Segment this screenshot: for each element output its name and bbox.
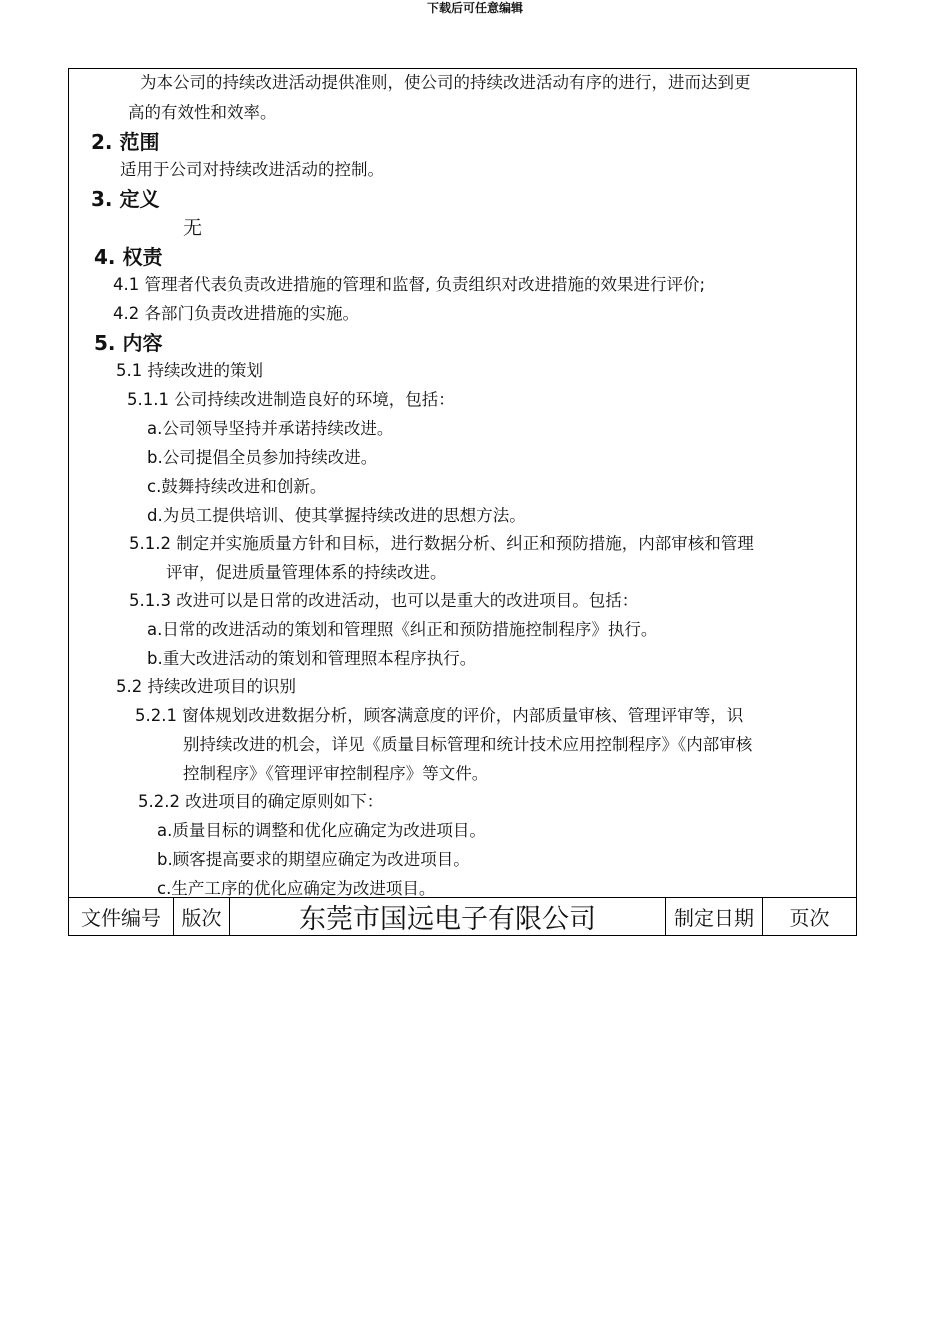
list-item: b.公司提倡全员参加持续改进。 — [147, 448, 378, 467]
version-label: 版次 — [174, 898, 230, 935]
page-label: 页次 — [789, 906, 830, 930]
footer-table — [69, 897, 856, 935]
section-5-2-1-line-2: 别持续改进的机会，详见《质量目标管理和统计技术应用控制程序》《内部审核 — [183, 735, 753, 754]
document-frame — [68, 68, 857, 936]
list-item: a.质量目标的调整和优化应确定为改进项目。 — [157, 821, 486, 840]
authority-item: 4.2 各部门负责改进措施的实施。 — [113, 304, 359, 323]
section-5-1: 5.1 持续改进的策划 — [116, 361, 263, 380]
section-5-2: 5.2 持续改进项目的识别 — [116, 677, 296, 696]
scope-text: 适用于公司对持续改进活动的控制。 — [120, 160, 384, 179]
purpose-text-line-2: 高的有效性和效率。 — [128, 103, 277, 122]
company-name: 东莞市国远电子有限公司 — [230, 898, 666, 935]
list-item: b.重大改进活动的策划和管理照本程序执行。 — [147, 649, 477, 668]
authority-item: 4.1 管理者代表负责改进措施的管理和监督, 负责组织对改进措施的效果进行评价; — [113, 275, 706, 294]
list-item: d.为员工提供培训、使其掌握持续改进的思想方法。 — [147, 506, 526, 525]
section-5-1-2-line-2: 评审，促进质量管理体系的持续改进。 — [166, 563, 447, 582]
list-item: b.顾客提高要求的期望应确定为改进项目。 — [157, 850, 470, 869]
section-5-2-2: 5.2.2 改进项目的确定原则如下： — [138, 792, 384, 811]
list-item: c.鼓舞持续改进和创新。 — [147, 477, 327, 496]
authority-heading: 4. 权责 — [94, 245, 163, 269]
section-5-1-3: 5.1.3 改进可以是日常的改进活动，也可以是重大的改进项目。包括： — [129, 591, 639, 610]
section-5-2-1-line-1: 5.2.1 窗体规划改进数据分析，顾客满意度的评价，内部质量审核、管理评审等，识 — [135, 706, 744, 725]
definition-text: 无 — [183, 217, 203, 239]
definition-heading: 3. 定义 — [91, 187, 160, 211]
list-item: a.公司领导坚持并承诺持续改进。 — [147, 419, 394, 438]
list-item: c.生产工序的优化应确定为改进项目。 — [157, 879, 436, 898]
list-item: a.日常的改进活动的策划和管理照《纠正和预防措施控制程序》执行。 — [147, 620, 658, 639]
doc-number-label: 文件编号 — [69, 898, 174, 935]
section-5-1-1: 5.1.1 公司持续改进制造良好的环境，包括： — [127, 390, 455, 409]
top-note: 下载后可任意编辑 — [426, 1, 523, 15]
content-heading: 5. 内容 — [94, 331, 163, 355]
purpose-text-line-1: 为本公司的持续改进活动提供准则，使公司的持续改进活动有序的进行，进而达到更 — [140, 73, 751, 92]
section-5-2-1-line-3: 控制程序》《管理评审控制程序》等文件。 — [183, 764, 489, 783]
scope-heading: 2. 范围 — [91, 130, 160, 154]
date-label: 制定日期 — [666, 898, 763, 935]
section-5-1-2-line-1: 5.1.2 制定并实施质量方针和目标，进行数据分析、纠正和预防措施，内部审核和管理 — [129, 534, 754, 553]
